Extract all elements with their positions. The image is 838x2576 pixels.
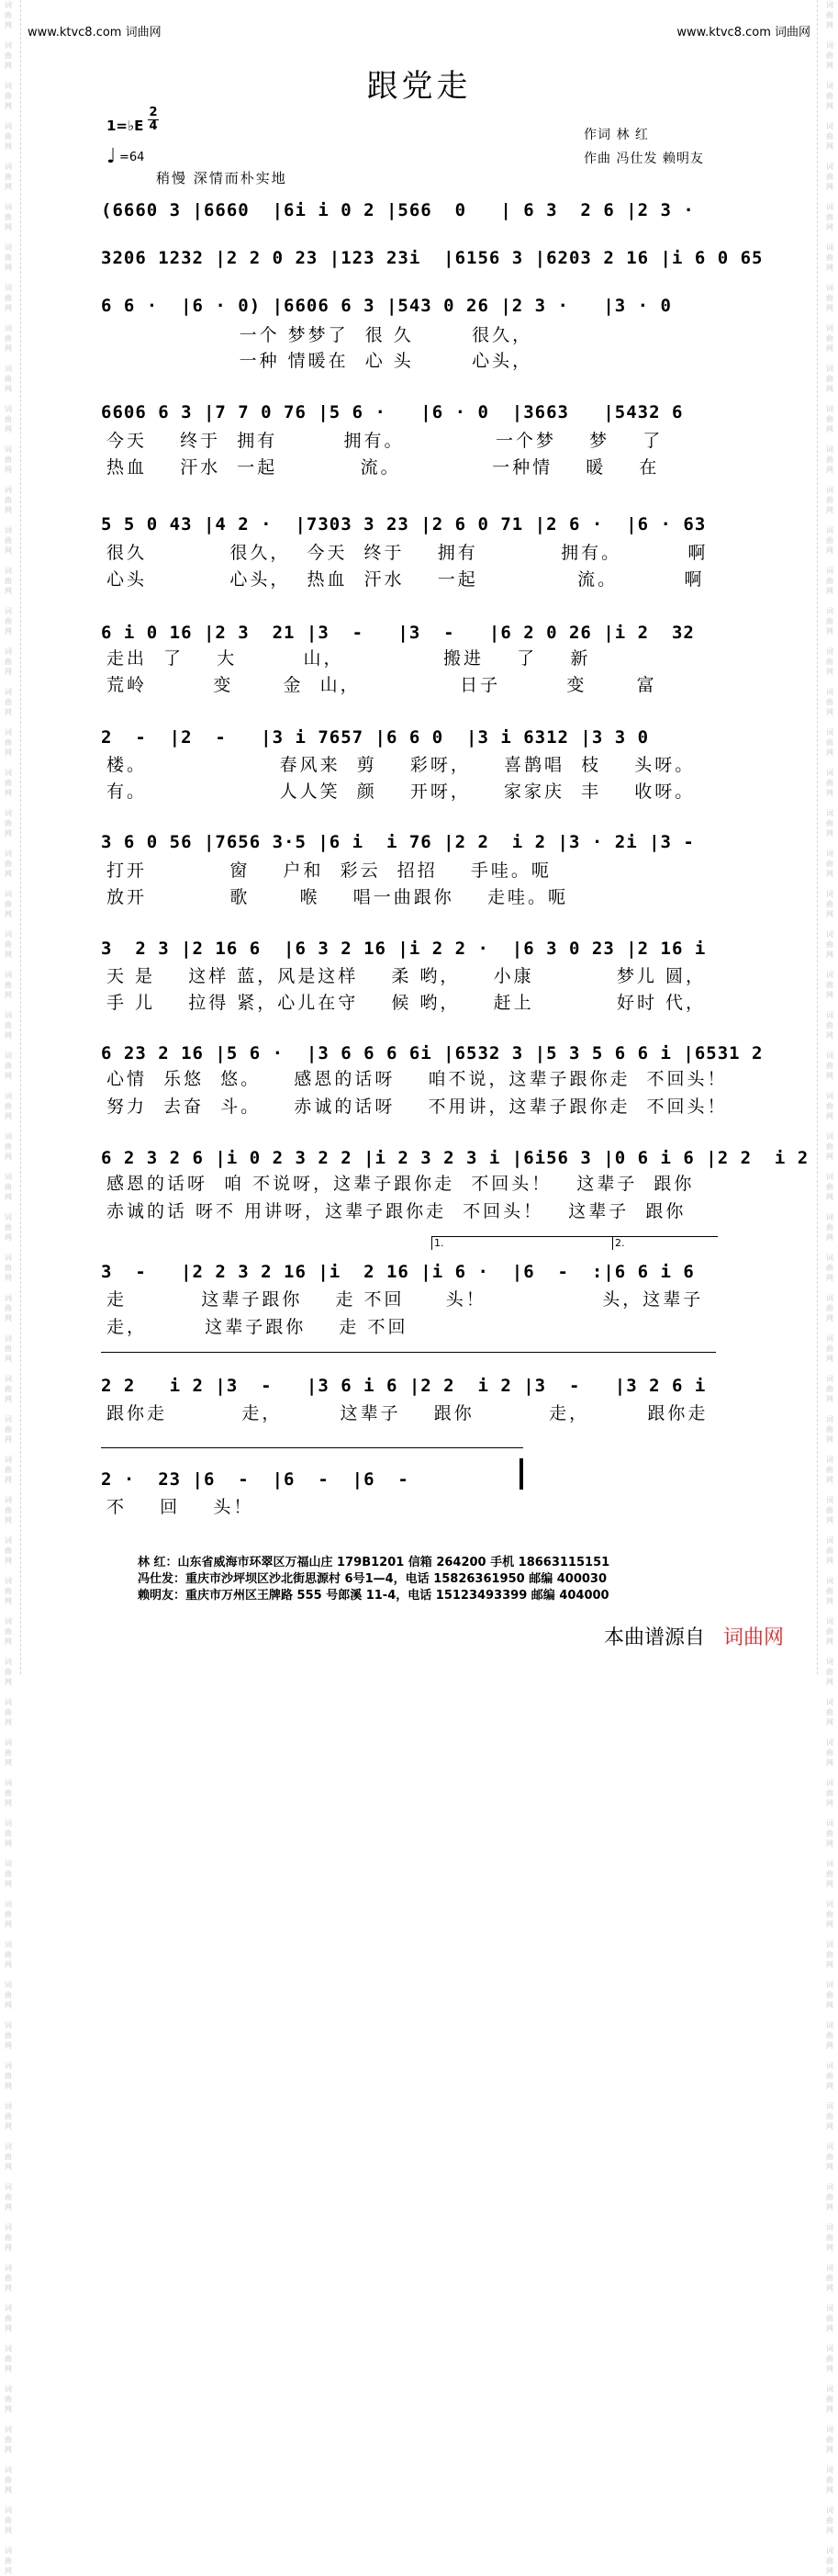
left-divider: [20, 0, 21, 1674]
staff-notes: 6 23 2 16 |5 6 · |3 6 6 6 6i |6532 3 |5 3 5 6 6 i |6531 2: [101, 1043, 764, 1063]
time-signature: [147, 107, 160, 133]
header-watermark-left: www.ktvc8.com 词曲网: [28, 26, 162, 39]
staff-notes: 2 · 23 |6 - |6 - |6 -: [101, 1469, 409, 1490]
source-credit: [604, 1622, 784, 1650]
lyric-line: 努力 去奋 斗。 赤诚的话呀 不用讲，这辈子跟你走 不回头！: [106, 1097, 728, 1117]
final-barline: [520, 1458, 523, 1490]
lyric-line: 一种 情暖在 心 头 心头，: [106, 351, 533, 371]
lyric-line: 心情 乐悠 悠。 感恩的话呀 咱不说，这辈子跟你走 不回头！: [106, 1069, 728, 1089]
lyric-line: 走 这辈子跟你 走 不回 头！ 头，这辈子: [106, 1289, 704, 1310]
lyric-line: 荒岭 变 金 山， 日子 变 富: [106, 675, 657, 695]
tempo-mark: =64: [119, 151, 145, 164]
lyric-line: 放开 歌 喉 唱一曲跟你 走哇。呃: [106, 887, 568, 907]
header-watermark-right: www.ktvc8.com 词曲网: [676, 26, 810, 39]
staff-notes: 5 5 0 43 |4 2 · |7303 3 23 |2 6 0 71 |2 6 · |6 · 63: [101, 514, 707, 534]
volta-2: 2.: [612, 1236, 718, 1250]
staff-notes: (6660 3 |6660 |6i i 0 2 |566 0 | 6 3 2 6 |2 3 ·: [101, 200, 695, 220]
lyric-line: 天 是 这样 蓝，风是这样 柔 哟， 小康 梦儿 圆，: [106, 966, 707, 986]
staff-notes: 2 2 i 2 |3 - |3 6 i 6 |2 2 i 2 |3 - |3 2 6 i: [101, 1376, 707, 1396]
lyric-line: 走， 这辈子跟你 走 不回: [106, 1317, 408, 1337]
lyric-line: 走出 了 大 山， 搬进 了 新: [106, 648, 591, 669]
composer-credit: 作曲 冯仕发 赖明友: [584, 152, 704, 166]
lyric-line: 有。 人人笑 颜 开呀， 家家庆 丰 收呀。: [106, 782, 696, 802]
staff-notes: 3 6 0 56 |7656 3·5 |6 i i 76 |2 2 i 2 |3 · 2i |3 -: [101, 832, 695, 852]
lyricist-credit: 作词 林 红: [584, 128, 649, 142]
song-title: 跟党走: [366, 68, 472, 105]
meter-top: 2: [149, 106, 158, 119]
system-line: [101, 1447, 523, 1448]
lyric-line: 很久 很久， 今天 终于 拥有 拥有。 啊: [106, 543, 709, 563]
system-line: [101, 1352, 716, 1353]
lyric-line: 跟你走 走， 这辈子 跟你 走， 跟你走: [106, 1403, 709, 1423]
lyric-line: 打开 窗 户和 彩云 招招 手哇。呃: [106, 861, 552, 881]
staff-notes: 6 6 · |6 · 0) |6606 6 3 |543 0 26 |2 3 · |3 · 0: [101, 296, 672, 316]
side-watermark-right: 词 曲 网 词 曲 网 词 曲 网 词 曲 网 词 曲 网 词 曲 网 词 曲 网 词 曲 网 词 曲 网 词 曲 网 词 曲 网 词 曲 网 词 曲 网 词 曲 网 词 曲 网 词 曲 网 词 曲 网 词 曲 网 词 曲 网 词 曲 网 词 曲 网 词 曲 网 词 曲 网 词 曲 网 词 曲 网 词 曲 网 词 曲 网 词 曲 网 词 曲 网 词 曲 网 词 曲 网 词 曲 网 词 曲 网 词 曲 网 词 曲 网 词 曲 网 词 曲 网 词 曲 网 词 曲 网 词 曲 网 词 曲 网 词 曲 网 词 曲 网 词 曲 网 词 曲 网 词 曲 网 词 曲 网 词 曲 网 词 曲 网 词 曲 网 词 曲 网 词 曲 网 词 曲 网 词 曲 网 词 曲 网 词 曲 网 词 曲 网 词 曲 网 词 曲 网 词 曲 网 词 曲 网 词 曲 网 词 曲 网 词 曲 网: [826, 1, 833, 2575]
staff-notes: 3206 1232 |2 2 0 23 |123 23i |6156 3 |6203 2 16 |i 6 0 65: [101, 248, 764, 268]
lyric-line: 一个 梦梦了 很 久 很久，: [106, 325, 533, 345]
staff-notes: 3 2 3 |2 16 6 |6 3 2 16 |i 2 2 · |6 3 0 23 |2 16 i: [101, 939, 707, 959]
contact-line: 冯仕发：重庆市沙坪坝区沙北街思源村 6号1—4，电话 15826361950 邮编 400030: [138, 1572, 608, 1586]
staff-notes: 2 - |2 - |3 i 7657 |6 6 0 |3 i 6312 |3 3 0: [101, 727, 650, 748]
volta-1: 1.: [431, 1236, 614, 1250]
meter-bottom: 4: [149, 119, 158, 133]
quarter-note-icon: ♩: [106, 145, 117, 168]
lyric-line: 热血 汗水 一起 流。 一种情 暖 在: [106, 457, 660, 478]
lyric-line: 赤诚的话 呀不 用讲呀，这辈子跟你走 不回头！ 这辈子 跟你: [106, 1201, 687, 1221]
lyric-line: 不 回 头！: [106, 1497, 254, 1517]
lyric-line: 楼。 春风来 剪 彩呀， 喜鹊唱 枝 头呀。: [106, 755, 696, 775]
staff-row-2: [101, 239, 764, 279]
staff-notes: 3 - |2 2 3 2 16 |i 2 16 |i 6 · |6 - :|6 6 i 6: [101, 1262, 695, 1282]
right-divider: [817, 0, 818, 1674]
lyric-line: 心头 心头， 热血 汗水 一起 流。 啊: [106, 569, 705, 590]
staff-notes: 6 2 3 2 6 |i 0 2 3 2 2 |i 2 3 2 3 i |6i56 3 |0 6 i 6 |2 2 i 2: [101, 1148, 810, 1168]
lyric-line: 今天 终于 拥有 拥有。 一个梦 梦 了: [106, 431, 664, 451]
source-brand-link[interactable]: 词曲网: [723, 1626, 785, 1649]
contact-line: 林 红：山东省威海市环翠区万福山庄 179B1201 信箱 264200 手机 18663115151: [138, 1556, 610, 1569]
expression-mark: 稍慢 深情而朴实地: [156, 170, 287, 186]
staff-row-1: [101, 191, 716, 231]
side-watermark-left: 词 曲 网 词 曲 网 词 曲 网 词 曲 网 词 曲 网 词 曲 网 词 曲 网 词 曲 网 词 曲 网 词 曲 网 词 曲 网 词 曲 网 词 曲 网 词 曲 网 词 曲 网 词 曲 网 词 曲 网 词 曲 网 词 曲 网 词 曲 网 词 曲 网 词 曲 网 词 曲 网 词 曲 网 词 曲 网 词 曲 网 词 曲 网 词 曲 网 词 曲 网 词 曲 网 词 曲 网 词 曲 网 词 曲 网 词 曲 网 词 曲 网 词 曲 网 词 曲 网 词 曲 网 词 曲 网 词 曲 网 词 曲 网 词 曲 网 词 曲 网 词 曲 网 词 曲 网 词 曲 网 词 曲 网 词 曲 网 词 曲 网 词 曲 网 词 曲 网 词 曲 网 词 曲 网 词 曲 网 词 曲 网 词 曲 网 词 曲 网 词 曲 网 词 曲 网 词 曲 网 词 曲 网 词 曲 网 词 曲 网 词 曲 网: [5, 1, 12, 2575]
lyric-line: 手 儿 拉得 紧，心儿在守 候 哟， 赶上 好时 代，: [106, 993, 707, 1013]
lyric-line: 感恩的话呀 咱 不说呀，这辈子跟你走 不回头！ 这辈子 跟你: [106, 1174, 695, 1194]
source-text: 本曲谱源自: [604, 1626, 706, 1649]
contact-line: 赖明友：重庆市万州区王牌路 555 号郎溪 11-4，电话 15123493399 邮编 404000: [138, 1589, 609, 1603]
staff-notes: 6 i 0 16 |2 3 21 |3 - |3 - |6 2 0 26 |i 2 32: [101, 623, 695, 643]
staff-notes: 6606 6 3 |7 7 0 76 |5 6 · |6 · 0 |3663 |5432 6: [101, 402, 684, 422]
key-signature: 1=♭E: [106, 118, 144, 134]
